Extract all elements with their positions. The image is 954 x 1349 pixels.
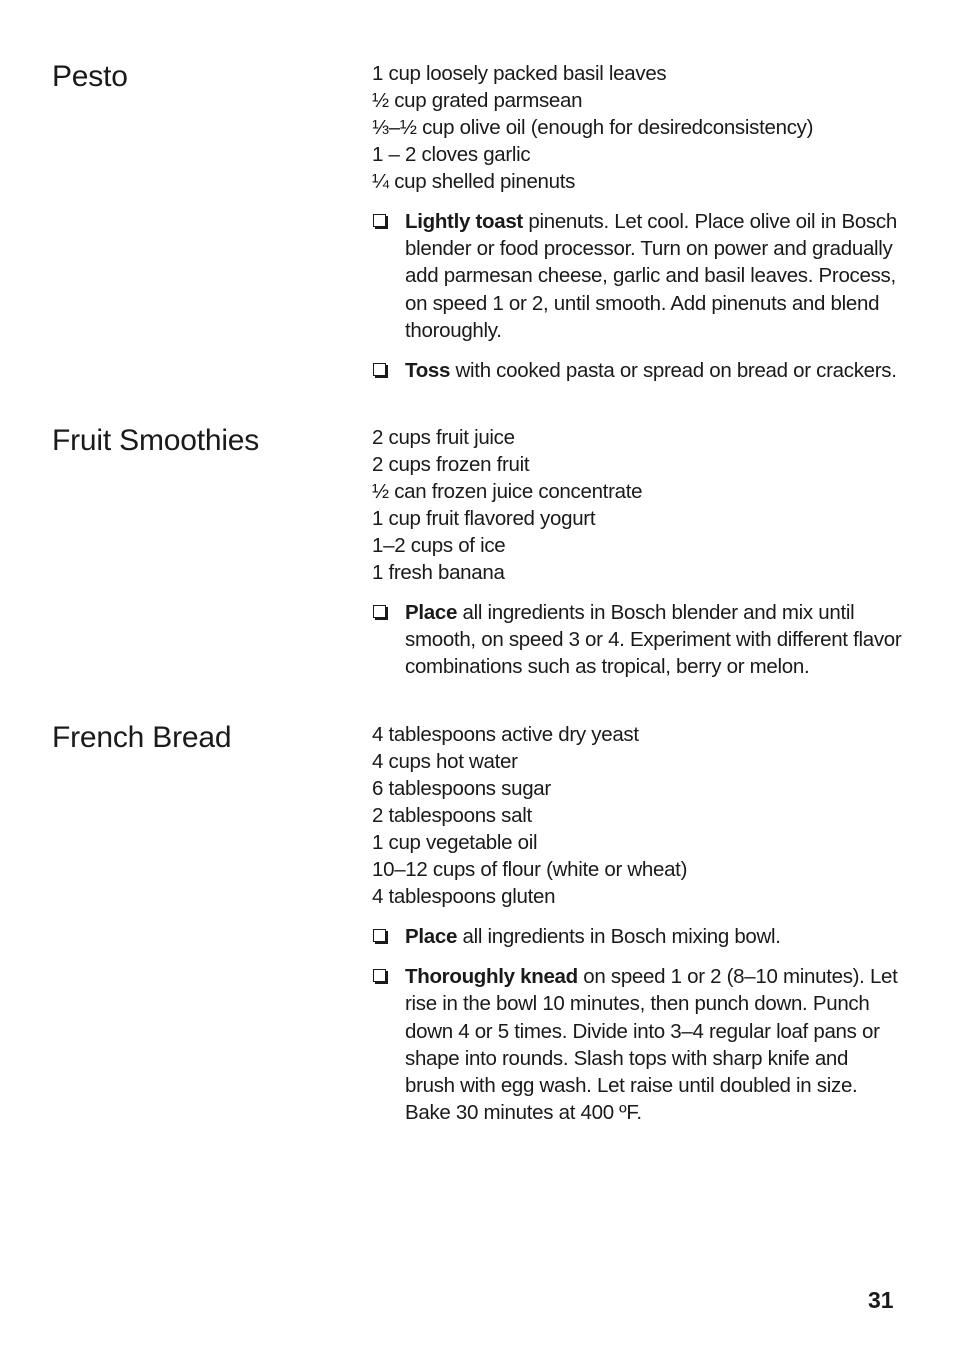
ingredient-list bbox=[372, 424, 902, 586]
step-lead: Lightly toast bbox=[405, 210, 523, 233]
ingredient: 10–12 cups of flour (white or wheat) bbox=[372, 858, 688, 881]
recipe-body bbox=[372, 60, 902, 384]
step bbox=[372, 963, 902, 1126]
ingredient-list bbox=[372, 721, 902, 910]
checkbox-icon bbox=[373, 929, 386, 942]
checkbox-icon bbox=[373, 214, 386, 227]
step-text: on speed 1 or 2 (8–10 minutes). Let rise in the bowl 10 minutes, then punch down. Punch down 4 or 5 times. Divide into 3–4 regular loaf pans or shape into rounds. Slash tops with sharp knife and brush with egg wash. Let raise until doubled in size. Bake 30 minutes at 400 ºF. bbox=[405, 965, 898, 1125]
step-text: all ingredients in Bosch mixing bowl. bbox=[457, 925, 781, 948]
ingredient: 4 tablespoons active dry yeast bbox=[372, 723, 639, 746]
recipe-title: French Bread bbox=[52, 721, 232, 754]
recipe-body bbox=[372, 424, 902, 681]
step-lead: Thoroughly knead bbox=[405, 965, 578, 989]
ingredient: 1 cup loosely packed basil leaves bbox=[372, 62, 667, 85]
ingredient: 4 tablespoons gluten bbox=[372, 885, 556, 908]
ingredient: 2 cups fruit juice bbox=[372, 426, 515, 449]
step-lead: Place bbox=[405, 925, 458, 948]
ingredient: ½ can frozen juice concentrate bbox=[372, 480, 643, 503]
step bbox=[372, 208, 902, 344]
step-text: pinenuts. Let cool. Place olive oil in Bosch blender or food processor. Turn on power and gradually add parmesan cheese, garlic and basil leaves. Process, on speed 1 or 2, until smooth. Add pinenuts and blend thoroughly. bbox=[405, 210, 897, 342]
recipe-title: Pesto bbox=[52, 60, 128, 93]
ingredient: 2 cups frozen fruit bbox=[372, 453, 530, 476]
ingredient: 1 cup vegetable oil bbox=[372, 831, 538, 854]
step-lead: Place bbox=[405, 601, 458, 624]
step bbox=[372, 923, 902, 950]
checkbox-icon bbox=[373, 969, 386, 982]
ingredient: 1 fresh banana bbox=[372, 561, 505, 584]
step bbox=[372, 599, 902, 681]
ingredient: 1 cup fruit flavored yogurt bbox=[372, 507, 596, 530]
ingredient: 1–2 cups of ice bbox=[372, 534, 506, 557]
recipe-title: Fruit Smoothies bbox=[52, 424, 260, 457]
ingredient: 6 tablespoons sugar bbox=[372, 777, 551, 800]
checkbox-icon bbox=[373, 605, 386, 618]
step bbox=[372, 357, 902, 384]
recipe-body bbox=[372, 721, 902, 1126]
step-text: all ingredients in Bosch blender and mix until smooth, on speed 3 or 4. Experiment with different flavor combinations such as tropical, berry or melon. bbox=[405, 601, 902, 679]
ingredient: 4 cups hot water bbox=[372, 750, 518, 773]
ingredient: ¼ cup shelled pinenuts bbox=[372, 170, 576, 193]
ingredient-list bbox=[372, 60, 902, 195]
step-text: with cooked pasta or spread on bread or crackers. bbox=[450, 359, 897, 383]
checkbox-icon bbox=[373, 363, 386, 376]
page-number: 31 bbox=[868, 1287, 894, 1313]
ingredient: ⅓–½ cup olive oil (enough for desiredconsistency) bbox=[372, 116, 814, 139]
step-lead: Toss bbox=[405, 359, 451, 383]
ingredient: 1 – 2 cloves garlic bbox=[372, 143, 531, 166]
ingredient: 2 tablespoons salt bbox=[372, 804, 532, 827]
ingredient: ½ cup grated parmsean bbox=[372, 89, 583, 112]
